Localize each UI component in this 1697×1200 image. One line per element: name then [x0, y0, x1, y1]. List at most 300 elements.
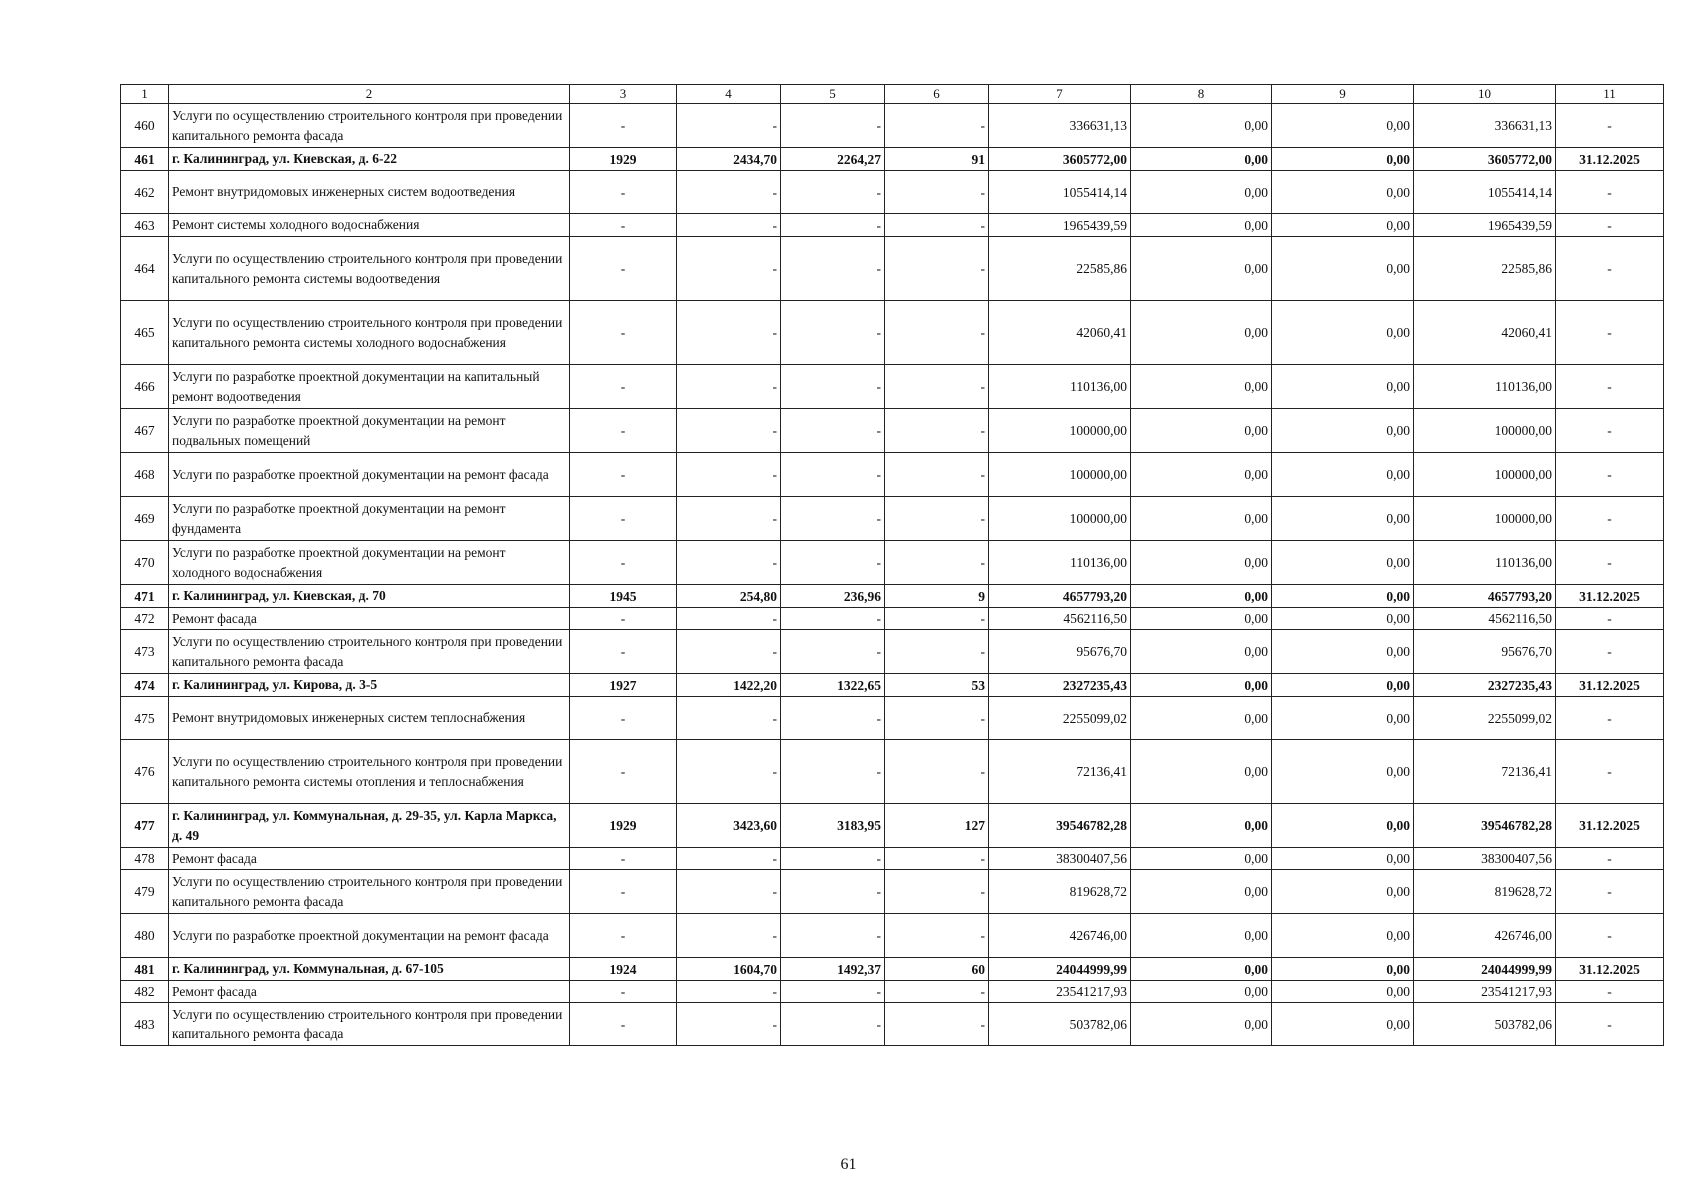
completion-date-cell: 31.12.2025	[1556, 585, 1664, 608]
total-area-cell: -	[677, 1003, 781, 1046]
column-10-amount-cell: 3605772,00	[1414, 148, 1556, 171]
total-cost-cell: 110136,00	[989, 365, 1131, 409]
total-cost-cell: 3605772,00	[989, 148, 1131, 171]
object-name-cell: Ремонт системы холодного водоснабжения	[169, 214, 570, 237]
column-9-amount-cell: 0,00	[1272, 497, 1414, 541]
commission-year-cell: -	[570, 981, 677, 1003]
completion-date-cell: -	[1556, 214, 1664, 237]
object-name-cell: Услуги по разработке проектной документации на ремонт подвальных помещений	[169, 409, 570, 453]
total-cost-cell: 24044999,99	[989, 958, 1131, 981]
completion-date-cell: 31.12.2025	[1556, 804, 1664, 848]
residents-count-cell: 9	[885, 585, 989, 608]
column-10-amount-cell: 336631,13	[1414, 104, 1556, 148]
residential-area-cell: -	[781, 1003, 885, 1046]
column-10-amount-cell: 819628,72	[1414, 870, 1556, 914]
total-cost-cell: 100000,00	[989, 409, 1131, 453]
column-8-amount-cell: 0,00	[1131, 870, 1272, 914]
object-name-cell: Услуги по осуществлению строительного контроля при проведении капитального ремонта системы холодного водоснабжения	[169, 301, 570, 365]
residential-area-cell: -	[781, 237, 885, 301]
total-area-cell: -	[677, 104, 781, 148]
column-10-amount-cell: 4657793,20	[1414, 585, 1556, 608]
page-number: 61	[840, 1156, 857, 1173]
residential-area-cell: -	[781, 365, 885, 409]
completion-date-cell: -	[1556, 541, 1664, 585]
total-cost-cell: 42060,41	[989, 301, 1131, 365]
column-9-amount-cell: 0,00	[1272, 541, 1414, 585]
column-number: 7	[989, 85, 1131, 104]
object-name-cell: Услуги по разработке проектной документации на ремонт фасада	[169, 453, 570, 497]
commission-year-cell: -	[570, 541, 677, 585]
column-9-amount-cell: 0,00	[1272, 409, 1414, 453]
completion-date-cell: -	[1556, 608, 1664, 630]
column-10-amount-cell: 100000,00	[1414, 497, 1556, 541]
work-item-row	[121, 870, 1664, 914]
total-area-cell: -	[677, 848, 781, 870]
column-8-amount-cell: 0,00	[1131, 214, 1272, 237]
total-cost-cell: 110136,00	[989, 541, 1131, 585]
column-9-amount-cell: 0,00	[1272, 214, 1414, 237]
column-number-row	[121, 85, 1664, 104]
residential-area-cell: 1322,65	[781, 674, 885, 697]
column-10-amount-cell: 100000,00	[1414, 453, 1556, 497]
row-number-cell: 475	[121, 697, 169, 740]
residents-count-cell: -	[885, 608, 989, 630]
commission-year-cell: 1945	[570, 585, 677, 608]
column-10-amount-cell: 110136,00	[1414, 541, 1556, 585]
column-9-amount-cell: 0,00	[1272, 608, 1414, 630]
total-area-cell: -	[677, 237, 781, 301]
total-cost-cell: 23541217,93	[989, 981, 1131, 1003]
total-area-cell: -	[677, 541, 781, 585]
work-item-row	[121, 541, 1664, 585]
total-area-cell: -	[677, 497, 781, 541]
residents-count-cell: -	[885, 365, 989, 409]
residential-area-cell: -	[781, 870, 885, 914]
object-name-cell: Ремонт фасада	[169, 848, 570, 870]
work-item-row	[121, 740, 1664, 804]
completion-date-cell: -	[1556, 1003, 1664, 1046]
residents-count-cell: -	[885, 541, 989, 585]
row-number-cell: 470	[121, 541, 169, 585]
completion-date-cell: -	[1556, 697, 1664, 740]
commission-year-cell: 1924	[570, 958, 677, 981]
column-number: 8	[1131, 85, 1272, 104]
residents-count-cell: -	[885, 409, 989, 453]
building-row	[121, 804, 1664, 848]
residential-area-cell: -	[781, 981, 885, 1003]
object-name-cell: г. Калининград, ул. Кирова, д. 3-5	[169, 674, 570, 697]
completion-date-cell: -	[1556, 365, 1664, 409]
row-number-cell: 467	[121, 409, 169, 453]
residents-count-cell: -	[885, 630, 989, 674]
object-name-cell: Ремонт фасада	[169, 981, 570, 1003]
object-name-cell: Ремонт внутридомовых инженерных систем водоотведения	[169, 171, 570, 214]
commission-year-cell: -	[570, 104, 677, 148]
object-name-cell: Услуги по разработке проектной документации на ремонт холодного водоснабжения	[169, 541, 570, 585]
residential-area-cell: 236,96	[781, 585, 885, 608]
building-row	[121, 674, 1664, 697]
residents-count-cell: -	[885, 214, 989, 237]
row-number-cell: 479	[121, 870, 169, 914]
object-name-cell: Услуги по разработке проектной документации на ремонт фасада	[169, 914, 570, 958]
commission-year-cell: -	[570, 848, 677, 870]
total-area-cell: -	[677, 409, 781, 453]
row-number-cell: 476	[121, 740, 169, 804]
residents-count-cell: -	[885, 104, 989, 148]
column-10-amount-cell: 95676,70	[1414, 630, 1556, 674]
row-number-cell: 460	[121, 104, 169, 148]
total-cost-cell: 95676,70	[989, 630, 1131, 674]
commission-year-cell: -	[570, 630, 677, 674]
column-number: 10	[1414, 85, 1556, 104]
column-9-amount-cell: 0,00	[1272, 365, 1414, 409]
completion-date-cell: -	[1556, 104, 1664, 148]
column-10-amount-cell: 1055414,14	[1414, 171, 1556, 214]
commission-year-cell: 1929	[570, 148, 677, 171]
residential-area-cell: -	[781, 630, 885, 674]
total-cost-cell: 1055414,14	[989, 171, 1131, 214]
row-number-cell: 469	[121, 497, 169, 541]
column-10-amount-cell: 426746,00	[1414, 914, 1556, 958]
commission-year-cell: -	[570, 608, 677, 630]
residential-area-cell: -	[781, 453, 885, 497]
residential-area-cell: -	[781, 301, 885, 365]
residential-area-cell: -	[781, 409, 885, 453]
column-9-amount-cell: 0,00	[1272, 301, 1414, 365]
total-cost-cell: 2255099,02	[989, 697, 1131, 740]
object-name-cell: Услуги по осуществлению строительного контроля при проведении капитального ремонта фасада	[169, 104, 570, 148]
completion-date-cell: 31.12.2025	[1556, 674, 1664, 697]
residents-count-cell: 127	[885, 804, 989, 848]
column-9-amount-cell: 0,00	[1272, 697, 1414, 740]
work-item-row	[121, 608, 1664, 630]
column-number: 9	[1272, 85, 1414, 104]
column-9-amount-cell: 0,00	[1272, 171, 1414, 214]
residents-count-cell: -	[885, 171, 989, 214]
work-item-row	[121, 630, 1664, 674]
row-number-cell: 472	[121, 608, 169, 630]
residents-count-cell: -	[885, 1003, 989, 1046]
completion-date-cell: 31.12.2025	[1556, 148, 1664, 171]
work-item-row	[121, 171, 1664, 214]
row-number-cell: 482	[121, 981, 169, 1003]
residential-area-cell: -	[781, 541, 885, 585]
total-area-cell: -	[677, 981, 781, 1003]
commission-year-cell: 1927	[570, 674, 677, 697]
work-item-row	[121, 697, 1664, 740]
column-9-amount-cell: 0,00	[1272, 148, 1414, 171]
row-number-cell: 478	[121, 848, 169, 870]
total-cost-cell: 1965439,59	[989, 214, 1131, 237]
residents-count-cell: 53	[885, 674, 989, 697]
column-number: 1	[121, 85, 169, 104]
total-area-cell: -	[677, 171, 781, 214]
total-area-cell: -	[677, 914, 781, 958]
column-number: 3	[570, 85, 677, 104]
column-8-amount-cell: 0,00	[1131, 171, 1272, 214]
total-cost-cell: 819628,72	[989, 870, 1131, 914]
completion-date-cell: -	[1556, 848, 1664, 870]
residential-area-cell: 3183,95	[781, 804, 885, 848]
completion-date-cell: -	[1556, 171, 1664, 214]
column-8-amount-cell: 0,00	[1131, 674, 1272, 697]
column-8-amount-cell: 0,00	[1131, 981, 1272, 1003]
residential-area-cell: -	[781, 497, 885, 541]
object-name-cell: г. Калининград, ул. Коммунальная, д. 67-105	[169, 958, 570, 981]
row-number-cell: 468	[121, 453, 169, 497]
residents-count-cell: -	[885, 497, 989, 541]
column-8-amount-cell: 0,00	[1131, 237, 1272, 301]
work-item-row	[121, 237, 1664, 301]
row-number-cell: 480	[121, 914, 169, 958]
column-9-amount-cell: 0,00	[1272, 848, 1414, 870]
column-10-amount-cell: 22585,86	[1414, 237, 1556, 301]
column-9-amount-cell: 0,00	[1272, 674, 1414, 697]
object-name-cell: Ремонт фасада	[169, 608, 570, 630]
building-row	[121, 148, 1664, 171]
row-number-cell: 473	[121, 630, 169, 674]
column-9-amount-cell: 0,00	[1272, 1003, 1414, 1046]
column-8-amount-cell: 0,00	[1131, 409, 1272, 453]
total-area-cell: -	[677, 608, 781, 630]
column-10-amount-cell: 1965439,59	[1414, 214, 1556, 237]
column-10-amount-cell: 110136,00	[1414, 365, 1556, 409]
row-number-cell: 462	[121, 171, 169, 214]
column-9-amount-cell: 0,00	[1272, 804, 1414, 848]
commission-year-cell: -	[570, 365, 677, 409]
column-number: 11	[1556, 85, 1664, 104]
column-8-amount-cell: 0,00	[1131, 848, 1272, 870]
column-8-amount-cell: 0,00	[1131, 914, 1272, 958]
column-number: 5	[781, 85, 885, 104]
commission-year-cell: -	[570, 453, 677, 497]
completion-date-cell: -	[1556, 630, 1664, 674]
residents-count-cell: 91	[885, 148, 989, 171]
column-8-amount-cell: 0,00	[1131, 804, 1272, 848]
column-number: 6	[885, 85, 989, 104]
column-9-amount-cell: 0,00	[1272, 630, 1414, 674]
residents-count-cell: -	[885, 301, 989, 365]
residents-count-cell: -	[885, 848, 989, 870]
column-8-amount-cell: 0,00	[1131, 608, 1272, 630]
work-item-row	[121, 301, 1664, 365]
completion-date-cell: -	[1556, 237, 1664, 301]
residential-area-cell: -	[781, 608, 885, 630]
residential-area-cell: -	[781, 697, 885, 740]
building-row	[121, 585, 1664, 608]
object-name-cell: г. Калининград, ул. Коммунальная, д. 29-35, ул. Карла Маркса, д. 49	[169, 804, 570, 848]
commission-year-cell: -	[570, 914, 677, 958]
commission-year-cell: -	[570, 301, 677, 365]
commission-year-cell: -	[570, 214, 677, 237]
total-cost-cell: 39546782,28	[989, 804, 1131, 848]
work-item-row	[121, 104, 1664, 148]
column-10-amount-cell: 503782,06	[1414, 1003, 1556, 1046]
column-8-amount-cell: 0,00	[1131, 104, 1272, 148]
total-cost-cell: 336631,13	[989, 104, 1131, 148]
column-10-amount-cell: 2255099,02	[1414, 697, 1556, 740]
row-number-cell: 477	[121, 804, 169, 848]
commission-year-cell: -	[570, 1003, 677, 1046]
column-9-amount-cell: 0,00	[1272, 585, 1414, 608]
column-8-amount-cell: 0,00	[1131, 301, 1272, 365]
work-item-row	[121, 914, 1664, 958]
total-area-cell: -	[677, 365, 781, 409]
residential-area-cell: -	[781, 171, 885, 214]
row-number-cell: 464	[121, 237, 169, 301]
column-8-amount-cell: 0,00	[1131, 541, 1272, 585]
object-name-cell: Услуги по разработке проектной документации на ремонт фундамента	[169, 497, 570, 541]
completion-date-cell: 31.12.2025	[1556, 958, 1664, 981]
row-number-cell: 466	[121, 365, 169, 409]
column-9-amount-cell: 0,00	[1272, 740, 1414, 804]
column-8-amount-cell: 0,00	[1131, 497, 1272, 541]
total-area-cell: -	[677, 740, 781, 804]
total-cost-cell: 4657793,20	[989, 585, 1131, 608]
completion-date-cell: -	[1556, 301, 1664, 365]
column-8-amount-cell: 0,00	[1131, 740, 1272, 804]
row-number-cell: 471	[121, 585, 169, 608]
object-name-cell: Услуги по осуществлению строительного контроля при проведении капитального ремонта системы отопления и теплоснабжения	[169, 740, 570, 804]
object-list-table	[120, 84, 1664, 1046]
work-item-row	[121, 981, 1664, 1003]
total-area-cell: -	[677, 630, 781, 674]
total-area-cell: -	[677, 214, 781, 237]
column-number: 4	[677, 85, 781, 104]
residential-area-cell: -	[781, 214, 885, 237]
total-area-cell: -	[677, 301, 781, 365]
commission-year-cell: 1929	[570, 804, 677, 848]
column-8-amount-cell: 0,00	[1131, 1003, 1272, 1046]
total-cost-cell: 100000,00	[989, 497, 1131, 541]
column-number: 2	[169, 85, 570, 104]
commission-year-cell: -	[570, 870, 677, 914]
residential-area-cell: -	[781, 848, 885, 870]
work-item-row	[121, 497, 1664, 541]
column-9-amount-cell: 0,00	[1272, 453, 1414, 497]
total-area-cell: 2434,70	[677, 148, 781, 171]
column-9-amount-cell: 0,00	[1272, 237, 1414, 301]
total-cost-cell: 22585,86	[989, 237, 1131, 301]
object-name-cell: г. Калининград, ул. Киевская, д. 6-22	[169, 148, 570, 171]
commission-year-cell: -	[570, 740, 677, 804]
column-8-amount-cell: 0,00	[1131, 630, 1272, 674]
object-name-cell: г. Калининград, ул. Киевская, д. 70	[169, 585, 570, 608]
column-9-amount-cell: 0,00	[1272, 870, 1414, 914]
object-name-cell: Услуги по осуществлению строительного контроля при проведении капитального ремонта системы водоотведения	[169, 237, 570, 301]
residential-area-cell: 1492,37	[781, 958, 885, 981]
commission-year-cell: -	[570, 497, 677, 541]
total-cost-cell: 2327235,43	[989, 674, 1131, 697]
residential-area-cell: -	[781, 914, 885, 958]
column-10-amount-cell: 23541217,93	[1414, 981, 1556, 1003]
object-name-cell: Ремонт внутридомовых инженерных систем теплоснабжения	[169, 697, 570, 740]
residents-count-cell: -	[885, 697, 989, 740]
total-cost-cell: 38300407,56	[989, 848, 1131, 870]
column-9-amount-cell: 0,00	[1272, 104, 1414, 148]
total-area-cell: -	[677, 697, 781, 740]
commission-year-cell: -	[570, 409, 677, 453]
column-10-amount-cell: 39546782,28	[1414, 804, 1556, 848]
residents-count-cell: -	[885, 453, 989, 497]
column-10-amount-cell: 100000,00	[1414, 409, 1556, 453]
total-area-cell: 254,80	[677, 585, 781, 608]
total-area-cell: 1422,20	[677, 674, 781, 697]
completion-date-cell: -	[1556, 497, 1664, 541]
column-10-amount-cell: 24044999,99	[1414, 958, 1556, 981]
column-8-amount-cell: 0,00	[1131, 365, 1272, 409]
object-name-cell: Услуги по разработке проектной документации на капитальный ремонт водоотведения	[169, 365, 570, 409]
residents-count-cell: -	[885, 870, 989, 914]
commission-year-cell: -	[570, 237, 677, 301]
residents-count-cell: 60	[885, 958, 989, 981]
column-8-amount-cell: 0,00	[1131, 697, 1272, 740]
total-area-cell: -	[677, 453, 781, 497]
total-area-cell: 1604,70	[677, 958, 781, 981]
completion-date-cell: -	[1556, 870, 1664, 914]
column-10-amount-cell: 38300407,56	[1414, 848, 1556, 870]
commission-year-cell: -	[570, 697, 677, 740]
commission-year-cell: -	[570, 171, 677, 214]
column-9-amount-cell: 0,00	[1272, 914, 1414, 958]
work-item-row	[121, 365, 1664, 409]
residents-count-cell: -	[885, 914, 989, 958]
column-10-amount-cell: 4562116,50	[1414, 608, 1556, 630]
residential-area-cell: 2264,27	[781, 148, 885, 171]
total-cost-cell: 72136,41	[989, 740, 1131, 804]
completion-date-cell: -	[1556, 453, 1664, 497]
building-row	[121, 958, 1664, 981]
work-item-row	[121, 453, 1664, 497]
object-name-cell: Услуги по осуществлению строительного контроля при проведении капитального ремонта фасада	[169, 630, 570, 674]
work-item-row	[121, 848, 1664, 870]
row-number-cell: 474	[121, 674, 169, 697]
total-area-cell: -	[677, 870, 781, 914]
total-cost-cell: 426746,00	[989, 914, 1131, 958]
column-10-amount-cell: 72136,41	[1414, 740, 1556, 804]
row-number-cell: 463	[121, 214, 169, 237]
work-item-row	[121, 1003, 1664, 1046]
residents-count-cell: -	[885, 981, 989, 1003]
residential-area-cell: -	[781, 104, 885, 148]
completion-date-cell: -	[1556, 981, 1664, 1003]
row-number-cell: 481	[121, 958, 169, 981]
total-cost-cell: 4562116,50	[989, 608, 1131, 630]
total-area-cell: 3423,60	[677, 804, 781, 848]
residential-area-cell: -	[781, 740, 885, 804]
work-item-row	[121, 214, 1664, 237]
object-name-cell: Услуги по осуществлению строительного контроля при проведении капитального ремонта фасада	[169, 1003, 570, 1046]
residents-count-cell: -	[885, 740, 989, 804]
row-number-cell: 461	[121, 148, 169, 171]
completion-date-cell: -	[1556, 409, 1664, 453]
column-8-amount-cell: 0,00	[1131, 148, 1272, 171]
column-10-amount-cell: 2327235,43	[1414, 674, 1556, 697]
completion-date-cell: -	[1556, 740, 1664, 804]
column-9-amount-cell: 0,00	[1272, 958, 1414, 981]
total-cost-cell: 503782,06	[989, 1003, 1131, 1046]
row-number-cell: 465	[121, 301, 169, 365]
row-number-cell: 483	[121, 1003, 169, 1046]
completion-date-cell: -	[1556, 914, 1664, 958]
total-cost-cell: 100000,00	[989, 453, 1131, 497]
column-9-amount-cell: 0,00	[1272, 981, 1414, 1003]
residents-count-cell: -	[885, 237, 989, 301]
column-8-amount-cell: 0,00	[1131, 453, 1272, 497]
column-8-amount-cell: 0,00	[1131, 585, 1272, 608]
object-name-cell: Услуги по осуществлению строительного контроля при проведении капитального ремонта фасада	[169, 870, 570, 914]
work-item-row	[121, 409, 1664, 453]
